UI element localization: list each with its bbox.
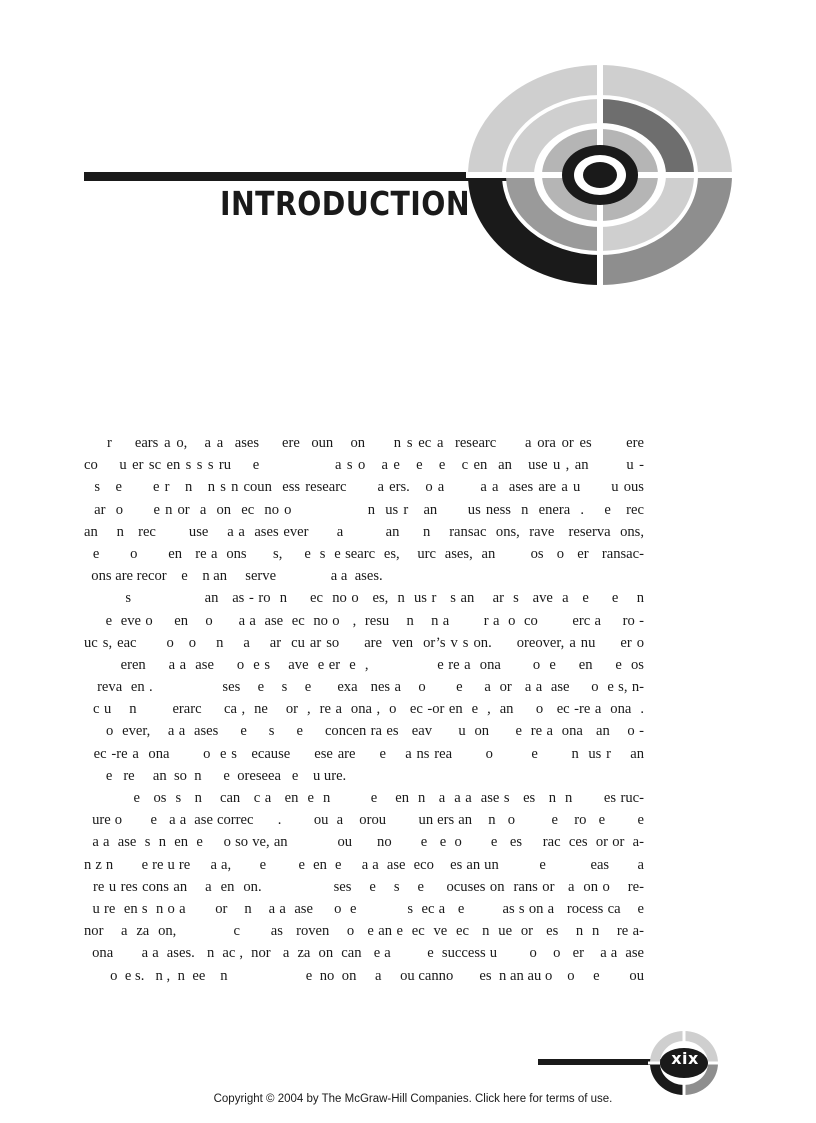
text-line: e eve o en o a a ase ec no o , resu n n a r a o co erc a ro - xyxy=(84,612,644,629)
text-line: e o en re a ons s, e s e searc es, urc ases, an os o er ransac- xyxy=(84,545,644,562)
copyright-link[interactable]: Copyright © 2004 by The McGraw-Hill Companies. Click here for terms of use. xyxy=(213,1093,613,1105)
text-line: ona a a ases. n ac , nor a za on can e a e success u o o er a a ase xyxy=(84,945,644,962)
text-line: ons are recor e n an serve a a ases. xyxy=(84,568,383,585)
text-line: o e s. n , n ee n e no on a ou canno es n an au o o e ou xyxy=(84,967,644,984)
text-line: ec -re a ona o e s ecause ese are e a ns rea o e n us r an xyxy=(84,745,644,762)
text-line: ar o e n or a on ec no o n us r an us ness n enera . e rec xyxy=(84,501,644,518)
chapter-title: INTRODUCTION xyxy=(220,184,471,223)
text-line: s e e r n n s n coun ess researc a ers. o a a a ases are a u u ous xyxy=(84,479,644,496)
text-line: a a ase s n en e o so ve, an ou no e e o e es rac ces or or a- xyxy=(84,834,644,851)
text-line: c u n erarc ca , ne or , re a ona , o ec -or en e , an o ec -re a ona . xyxy=(84,701,644,718)
text-line: an n rec use a a ases ever a an n ransac ons, rave reserva ons, xyxy=(84,523,644,540)
text-line: uc s, eac o o n a ar cu ar so are ven or’s v s on. oreover, a nu er o xyxy=(84,634,644,651)
text-line: e os s n can c a en e n e en n a a a ase s es n n es ruc- xyxy=(84,790,644,806)
text-line: e re an so n e oreseea e u ure. xyxy=(84,767,347,784)
text-line: u re en s n o a or n a a ase o e s ec a e as s on a rocess ca e xyxy=(84,900,644,917)
text-line: co u er sc en s s s ru e a s o a e e e c en an use u , an u - xyxy=(84,457,644,474)
text-line: eren a a ase o e s ave e er e , e re a ona o e en e os xyxy=(84,656,644,673)
text-line: re u res cons an a en on. ses e s e ocuses on rans or a on o re- xyxy=(84,878,644,895)
text-line: o ever, a a ases e s e concen ra es eav u on e re a ona an o - xyxy=(84,723,644,740)
text-line: nor a za on, c as roven o e an e ec ve ec n ue or es n n re a- xyxy=(84,923,644,940)
text-line: reva en . ses e s e exa nes a o e a or a a ase o e s, n- xyxy=(84,679,644,696)
page-number: xix xyxy=(671,1049,699,1068)
text-line: r ears a o, a a ases ere oun on n s ec a researc a ora or es ere xyxy=(84,435,644,451)
text-line: s an as - ro n ec no o es, n us r s an ar s ave a e e n xyxy=(84,590,644,607)
target-emblem-graphic xyxy=(440,60,770,290)
text-line: n z n e re u re a a, e e en e a a ase eco es an un e eas a xyxy=(84,856,644,873)
body-text xyxy=(84,432,644,987)
text-line: ure o e a a ase correc . ou a orou un ers an n o e ro e e xyxy=(84,812,644,829)
